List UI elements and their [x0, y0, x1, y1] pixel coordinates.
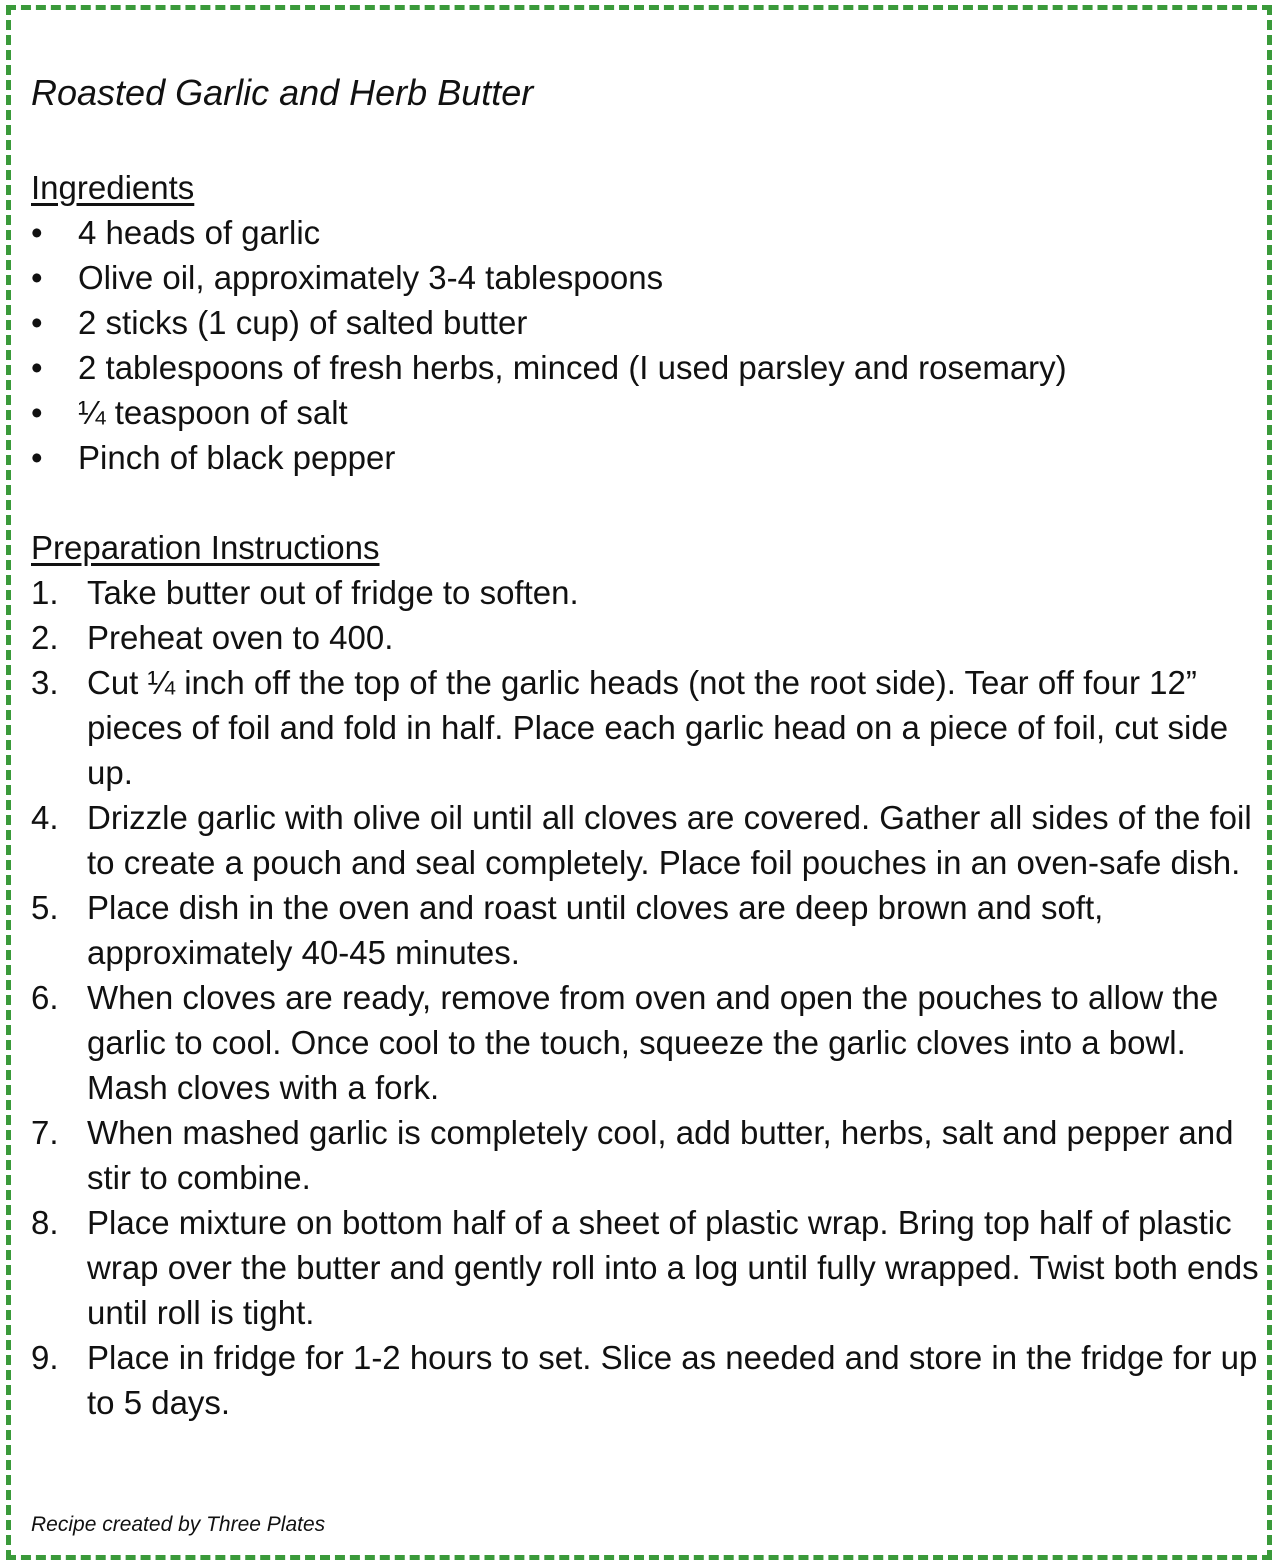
bullet-icon: • — [31, 439, 43, 476]
bullet-icon: • — [31, 214, 43, 251]
step-number: 4. — [31, 799, 59, 836]
recipe-title: Roasted Garlic and Herb Butter — [31, 72, 534, 113]
ingredient-item — [31, 300, 1261, 345]
step-number: 2. — [31, 619, 59, 656]
bullet-icon: • — [31, 349, 43, 386]
step-number: 1. — [31, 574, 59, 611]
bullet-icon: • — [31, 304, 43, 341]
step-text: Take butter out of fridge to soften. — [87, 574, 579, 611]
step-text: Cut ¼ inch off the top of the garlic heads (not the root side). Tear off four 12” pieces of foil and fold in half. Place each garlic head on a piece of foil, cut side up. — [87, 664, 1229, 791]
instruction-step — [31, 615, 1261, 660]
instruction-step — [31, 795, 1261, 885]
step-text: Place dish in the oven and roast until cloves are deep brown and soft, approximately 40-45 minutes. — [87, 889, 1104, 971]
step-number: 9. — [31, 1339, 59, 1376]
instruction-step — [31, 1200, 1261, 1335]
step-text: Place mixture on bottom half of a sheet of plastic wrap. Bring top half of plastic wrap over the butter and gently roll into a log until fully wrapped. Twist both ends until roll is tight. — [87, 1204, 1259, 1331]
instruction-step — [31, 1335, 1261, 1425]
ingredients-heading: Ingredients — [31, 169, 195, 206]
ingredient-item — [31, 435, 1261, 480]
ingredients-section — [31, 165, 1261, 480]
bullet-icon: • — [31, 394, 43, 431]
ingredient-item — [31, 210, 1261, 255]
step-text: Drizzle garlic with olive oil until all cloves are covered. Gather all sides of the foil to create a pouch and seal completely. Place foil pouches in an oven-safe dish. — [87, 799, 1252, 881]
instructions-list — [31, 570, 1261, 1425]
recipe-credit: Recipe created by Three Plates — [31, 1513, 326, 1536]
step-number: 5. — [31, 889, 59, 926]
instruction-step — [31, 570, 1261, 615]
instructions-section — [31, 525, 1261, 1425]
instruction-step — [31, 975, 1261, 1110]
instruction-step — [31, 1110, 1261, 1200]
instruction-step — [31, 660, 1261, 795]
recipe-card — [6, 5, 1272, 1560]
ingredient-text: 2 tablespoons of fresh herbs, minced (I used parsley and rosemary) — [78, 349, 1067, 386]
ingredient-text: 4 heads of garlic — [78, 214, 321, 251]
step-text: When cloves are ready, remove from oven and open the pouches to allow the garlic to cool. Once cool to the touch, squeeze the garlic cloves into a bowl. Mash cloves with a fork. — [87, 979, 1219, 1106]
step-text: Preheat oven to 400. — [87, 619, 394, 656]
instructions-heading: Preparation Instructions — [31, 529, 380, 566]
ingredient-item — [31, 345, 1261, 390]
ingredient-item — [31, 390, 1261, 435]
ingredient-text: Olive oil, approximately 3-4 tablespoons — [78, 259, 664, 296]
step-text: Place in fridge for 1-2 hours to set. Slice as needed and store in the fridge for up to 5 days. — [87, 1339, 1258, 1421]
ingredient-text: 2 sticks (1 cup) of salted butter — [78, 304, 528, 341]
step-number: 6. — [31, 979, 59, 1016]
instruction-step — [31, 885, 1261, 975]
step-number: 3. — [31, 664, 59, 701]
step-number: 7. — [31, 1114, 59, 1151]
step-text: When mashed garlic is completely cool, add butter, herbs, salt and pepper and stir to combine. — [87, 1114, 1234, 1196]
ingredient-text: ¼ teaspoon of salt — [78, 394, 348, 431]
bullet-icon: • — [31, 259, 43, 296]
ingredient-item — [31, 255, 1261, 300]
ingredients-list — [31, 210, 1261, 480]
step-number: 8. — [31, 1204, 59, 1241]
ingredient-text: Pinch of black pepper — [78, 439, 396, 476]
